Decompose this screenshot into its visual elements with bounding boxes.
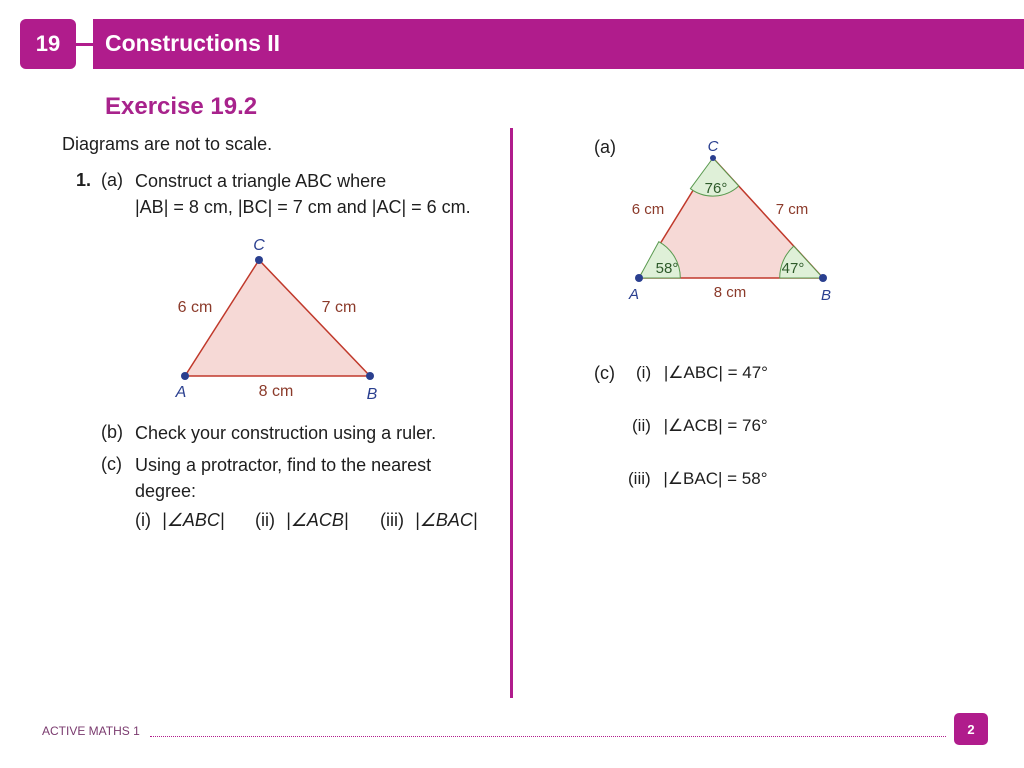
page-number-badge: 2 bbox=[954, 713, 988, 745]
vertex-c-dot bbox=[710, 155, 716, 161]
answer-result-text: |∠ABC| = 47° bbox=[663, 363, 768, 382]
column-divider bbox=[510, 128, 513, 698]
footer-dotted-rule bbox=[150, 736, 946, 737]
angle-a-value: 58° bbox=[655, 260, 679, 277]
vertex-a-label: A bbox=[628, 286, 640, 303]
part-a-text bbox=[135, 168, 471, 220]
answer-result-i bbox=[636, 363, 768, 383]
angle-item-i bbox=[135, 510, 225, 531]
part-b-label: (b) bbox=[101, 422, 123, 442]
vertex-c-label: C bbox=[707, 138, 719, 155]
angle-b-value: 47° bbox=[781, 260, 805, 277]
chapter-number-badge: 19 bbox=[20, 19, 76, 69]
vertex-c-dot bbox=[255, 256, 263, 264]
part-c-text bbox=[135, 452, 431, 504]
exercise-title: Exercise 19.2 bbox=[105, 93, 258, 120]
answer-result-ii bbox=[632, 416, 768, 436]
answer-part-a-label: (a) bbox=[594, 137, 616, 157]
answer-result-label: (ii) bbox=[632, 416, 651, 435]
part-a-label: (a) bbox=[101, 170, 123, 190]
side-bc-label: 7 cm bbox=[321, 299, 357, 316]
angle-item-ii bbox=[255, 510, 349, 531]
answer-result-text: |∠BAC| = 58° bbox=[663, 469, 768, 488]
vertex-b-dot bbox=[819, 274, 827, 282]
part-a-line2: |AB| = 8 cm, |BC| = 7 cm and |AC| = 6 cm. bbox=[135, 197, 471, 217]
side-ab-label: 8 cm bbox=[258, 383, 294, 400]
vertex-b-dot bbox=[366, 372, 374, 380]
angle-item-label: (i) bbox=[135, 510, 151, 530]
answer-result-label: (iii) bbox=[628, 469, 651, 488]
part-c-label: (c) bbox=[101, 454, 122, 474]
answer-triangle-diagram bbox=[618, 135, 848, 310]
side-ab-label: 8 cm bbox=[713, 284, 747, 301]
answer-result-label: (i) bbox=[636, 363, 652, 382]
vertex-a-dot bbox=[181, 372, 189, 380]
vertex-b-label: B bbox=[820, 287, 832, 304]
part-c-line1: Using a protractor, find to the nearest bbox=[135, 455, 432, 475]
question-triangle-diagram bbox=[160, 230, 400, 410]
angle-item-text: |∠ABC| bbox=[162, 510, 225, 530]
part-c-line2: degree: bbox=[135, 481, 197, 501]
vertex-a-dot bbox=[635, 274, 643, 282]
angle-item-text: |∠BAC| bbox=[415, 510, 478, 530]
chapter-title: Constructions II bbox=[105, 30, 281, 56]
angle-item-text: |∠ACB| bbox=[286, 510, 349, 530]
question-number: 1. bbox=[76, 170, 92, 190]
side-bc-label: 7 cm bbox=[775, 201, 809, 218]
vertex-b-label: B bbox=[366, 386, 378, 403]
part-a-line1: Construct a triangle ABC where bbox=[135, 171, 387, 191]
side-ac-label: 6 cm bbox=[177, 299, 213, 316]
scale-note: Diagrams are not to scale. bbox=[62, 134, 273, 154]
side-ac-label: 6 cm bbox=[631, 201, 665, 218]
answer-result-iii bbox=[628, 469, 768, 489]
answer-part-c-label: (c) bbox=[594, 363, 615, 383]
angle-item-label: (ii) bbox=[255, 510, 275, 530]
vertex-c-label: C bbox=[253, 237, 265, 254]
header-connector bbox=[76, 43, 93, 46]
angle-item-label: (iii) bbox=[380, 510, 404, 530]
vertex-a-label: A bbox=[175, 384, 187, 401]
footer-book-title: ACTIVE MATHS 1 bbox=[42, 724, 140, 738]
answer-result-text: |∠ACB| = 76° bbox=[663, 416, 768, 435]
angle-c-value: 76° bbox=[704, 180, 728, 197]
question-triangle bbox=[185, 260, 370, 376]
angle-item-iii bbox=[380, 510, 478, 531]
part-b-text: Check your construction using a ruler. bbox=[135, 423, 437, 443]
